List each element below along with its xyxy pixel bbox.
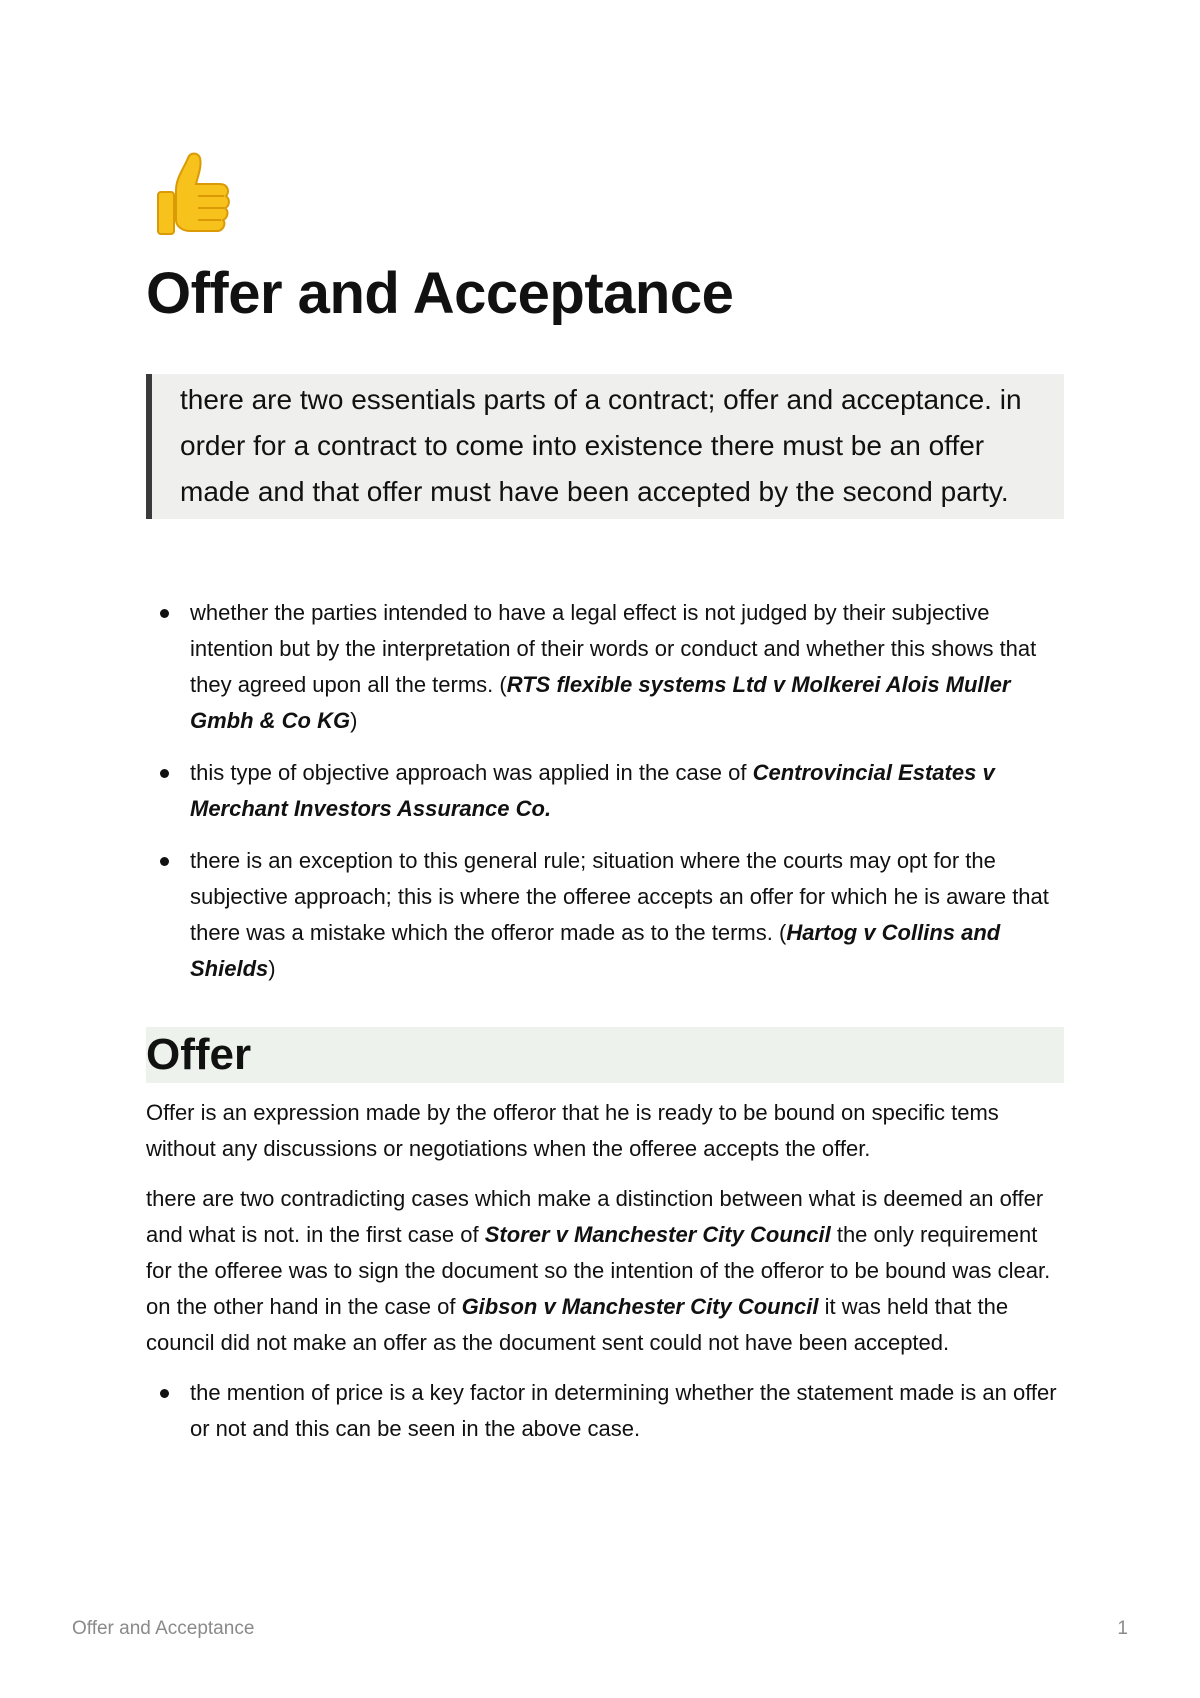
case-citation: RTS flexible systems Ltd v Molkerei Alois Muller Gmbh & Co KG — [190, 671, 1011, 733]
bullet-text-end: ) — [350, 707, 358, 733]
page-title: Offer and Acceptance — [146, 261, 734, 326]
paragraph-text: there are two contradicting cases which make a distinction between what is deemed an offer and what is not. in the first case of — [146, 1185, 1044, 1247]
bullet-text: whether the parties intended to have a legal effect is not judged by their subjective intention but by the interpretation of their words or conduct and whether this shows that they agreed upon all the terms. ( — [190, 599, 1037, 697]
bullet-dot — [160, 769, 169, 778]
paragraph-text: it was held that the council did not make an offer as the document sent could not have been accepted. — [146, 1293, 1009, 1355]
list-item — [146, 1375, 1064, 1447]
list-item — [146, 843, 1064, 987]
document-page — [146, 150, 1064, 1463]
footer-title: Offer and Acceptance — [72, 1618, 255, 1639]
callout-text: there are two essentials parts of a contract; offer and acceptance. in order for a contract to come into existence there must be an offer made and that offer must have been accepted by the second party. — [180, 383, 1022, 507]
page-footer — [72, 1618, 1128, 1640]
bullet-text-end: ) — [268, 955, 276, 981]
list-item — [146, 755, 1064, 827]
bullet-text: this type of objective approach was applied in the case of — [190, 759, 753, 785]
bullet-text: there is an exception to this general rule; situation where the courts may opt for the subjective approach; this is where the offeree accepts an offer for which he is aware that there was a mistake which the offeror made as to the terms. ( — [190, 847, 1049, 945]
case-citation: Centrovincial Estates v Merchant Investors Assurance Co. — [190, 759, 995, 821]
bullet-dot — [160, 1389, 169, 1398]
case-citation: Storer v Manchester City Council — [484, 1221, 831, 1247]
offer-definition-paragraph: Offer is an expression made by the offeror that he is ready to be bound on specific tems without any discussions or negotiations when the offeree accepts the offer. — [146, 1099, 999, 1161]
list-item — [146, 595, 1064, 739]
section-heading-offer: Offer — [146, 1027, 1064, 1083]
intro-bullet-list — [146, 595, 1064, 987]
offer-cases-paragraph — [146, 1181, 1064, 1361]
case-citation: Hartog v Collins and Shields — [190, 919, 1001, 981]
bullet-dot — [160, 609, 169, 618]
thumbs-up-icon — [146, 150, 232, 242]
callout-block — [146, 374, 1064, 519]
bullet-dot — [160, 857, 169, 866]
page-number: 1 — [1117, 1618, 1128, 1639]
paragraph-text: the only requirement for the offeree was to sign the document so the intention of the offeror to be bound was clear. on the other hand in the case of — [146, 1221, 1051, 1319]
offer-bullet-list — [146, 1375, 1064, 1447]
case-citation: Gibson v Manchester City Council — [461, 1293, 819, 1319]
bullet-text: the mention of price is a key factor in determining whether the statement made is an offer or not and this can be seen in the above case. — [190, 1379, 1057, 1441]
